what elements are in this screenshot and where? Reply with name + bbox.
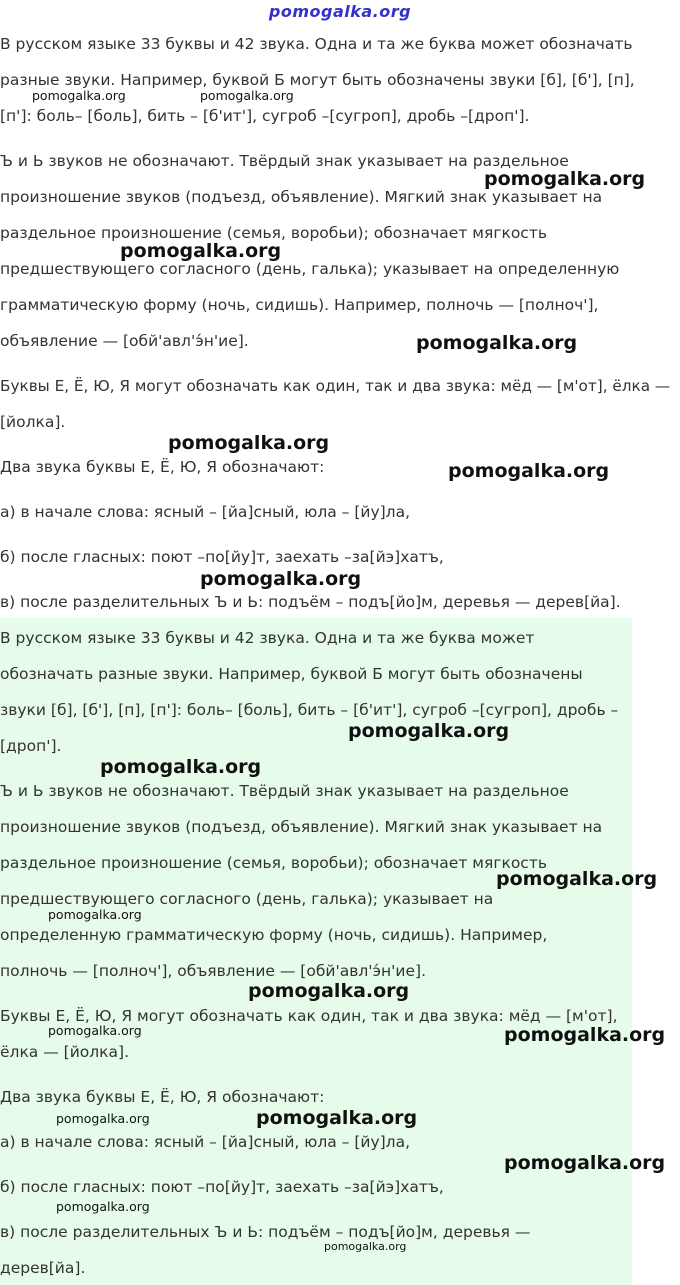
watermark: pomogalka.org — [32, 88, 126, 103]
text-line: б) после гласных: поют –по[йу]т, заехать –за[йэ]хатъ, — [0, 548, 444, 566]
watermark: pomogalka.org — [416, 332, 578, 354]
text-line: Буквы Е, Ё, Ю, Я могут обозначать как один, так и два звука: мёд — [м'от], — [0, 1007, 618, 1025]
text-line: Буквы Е, Ё, Ю, Я могут обозначать как один, так и два звука: мёд — [м'от], ёлка — — [0, 377, 671, 395]
text-line: предшествующего согласного (день, галька); указывает на определенную — [0, 260, 620, 278]
text-line: Ъ и Ь звуков не обозначают. Твёрдый знак указывает на раздельное — [0, 782, 569, 800]
text-line: ёлка — [йолка]. — [0, 1043, 130, 1061]
text-line: раздельное произношение (семья, воробьи); обозначает мягкость — [0, 224, 547, 242]
watermark: pomogalka.org — [200, 568, 362, 590]
site-title: pomogalka.org — [268, 2, 412, 21]
watermark: pomogalka.org — [504, 1152, 666, 1174]
text-line: а) в начале слова: ясный – [йа]сный, юла – [йу]ла, — [0, 503, 411, 521]
text-line: [йолка]. — [0, 413, 66, 431]
watermark: pomogalka.org — [448, 460, 610, 482]
text-line: а) в начале слова: ясный – [йа]сный, юла – [йу]ла, — [0, 1133, 411, 1151]
text-line: в) после разделительных Ъ и Ь: подъём – подъ[йо]м, деревья — — [0, 1223, 531, 1241]
watermark: pomogalka.org — [248, 980, 410, 1002]
text-line: б) после гласных: поют –по[йу]т, заехать –за[йэ]хатъ, — [0, 1178, 444, 1196]
text-line: грамматическую форму (ночь, сидишь). Например, полночь — [полноч'], — [0, 296, 599, 314]
text-line: обозначать разные звуки. Например, буквой Б могут быть обозначены — [0, 665, 583, 683]
watermark: pomogalka.org — [504, 1024, 666, 1046]
text-line: объявление — [обй'авл'э́н'ие]. — [0, 332, 249, 350]
text-line: произношение звуков (подъезд, объявление). Мягкий знак указывает на — [0, 818, 603, 836]
watermark: pomogalka.org — [348, 720, 510, 742]
text-line: произношение звуков (подъезд, объявление). Мягкий знак указывает на — [0, 188, 603, 206]
watermark: pomogalka.org — [120, 240, 282, 262]
text-line: звуки [б], [б'], [п], [п']: боль– [боль], бить – [б'ит'], сугроб –[сугроп], дробь – — [0, 701, 619, 719]
text-line: в) после разделительных Ъ и Ь: подъём – подъ[йо]м, деревья — дерев[йа]. — [0, 593, 621, 611]
watermark: pomogalka.org — [200, 88, 294, 103]
text-line: разные звуки. Например, буквой Б могут быть обозначены звуки [б], [б'], [п], — [0, 71, 635, 89]
text-line: В русском языке 33 буквы и 42 звука. Одна и та же буква может обозначать — [0, 35, 633, 53]
watermark: pomogalka.org — [56, 1111, 150, 1126]
text-line: Два звука буквы Е, Ё, Ю, Я обозначают: — [0, 1088, 325, 1106]
watermark: pomogalka.org — [256, 1107, 418, 1129]
text-line: [п']: боль– [боль], бить – [б'ит'], сугроб –[сугроп], дробь –[дроп']. — [0, 107, 530, 125]
text-line: [дроп']. — [0, 737, 62, 755]
text-line: определенную грамматическую форму (ночь, сидишь). Например, — [0, 926, 548, 944]
text-line: дерев[йа]. — [0, 1259, 86, 1277]
watermark: pomogalka.org — [324, 1240, 407, 1253]
watermark: pomogalka.org — [484, 168, 646, 190]
text-line: раздельное произношение (семья, воробьи); обозначает мягкость — [0, 854, 547, 872]
watermark: pomogalka.org — [56, 1199, 150, 1214]
text-line: предшествующего согласного (день, галька); указывает на — [0, 890, 494, 908]
watermark: pomogalka.org — [48, 907, 142, 922]
text-line: полночь — [полноч'], объявление — [обй'авл'э́н'ие]. — [0, 962, 427, 980]
watermark: pomogalka.org — [168, 432, 330, 454]
watermark: pomogalka.org — [496, 868, 658, 890]
text-line: Два звука буквы Е, Ё, Ю, Я обозначают: — [0, 458, 325, 476]
text-line: В русском языке 33 буквы и 42 звука. Одна и та же буква может — [0, 629, 535, 647]
text-line: Ъ и Ь звуков не обозначают. Твёрдый знак указывает на раздельное — [0, 152, 569, 170]
watermark: pomogalka.org — [48, 1023, 142, 1038]
watermark: pomogalka.org — [100, 756, 262, 778]
